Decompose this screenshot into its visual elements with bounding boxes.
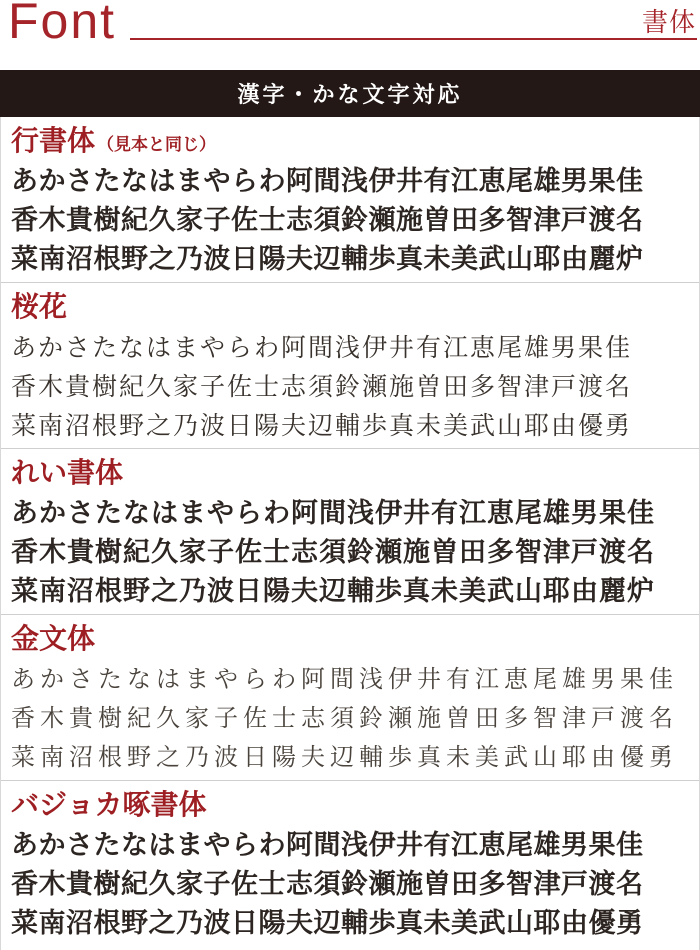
font-section-gyoshotai bbox=[1, 117, 699, 283]
sample-line: 香木貴樹紀久家子佐士志須鈴瀬施曽田多智津戸渡名 bbox=[11, 536, 655, 567]
sample-line: 香木貴樹紀久家子佐士志須鈴瀬施曽田多智津戸渡名 bbox=[11, 371, 633, 401]
font-section-ouka bbox=[1, 283, 699, 449]
font-name: バジョカ啄書体 bbox=[11, 789, 207, 820]
font-sections bbox=[0, 117, 700, 950]
sample-line: あかさたなはまやらわ阿間浅伊井有江恵尾雄男果佳 bbox=[11, 665, 678, 693]
sample-line: あかさたなはまやらわ阿間浅伊井有江恵尾雄男果佳 bbox=[11, 829, 644, 861]
font-name-heading bbox=[11, 292, 695, 323]
font-name-heading bbox=[11, 624, 695, 655]
font-name: 行書体 bbox=[11, 125, 96, 156]
sample-line: 菜南沼根野之乃波日陽夫辺輔歩真未美武山耶由麗炉 bbox=[11, 575, 655, 606]
font-section-reishotai bbox=[1, 449, 699, 615]
font-section-kinbuntai bbox=[1, 615, 699, 781]
sample-line: 菜南沼根野之乃波日陽夫辺輔歩真未美武山耶由優勇 bbox=[11, 743, 678, 771]
font-name: れい書体 bbox=[11, 457, 124, 488]
sample-line: 菜南沼根野之乃波日陽夫辺輔歩真未美武山耶由優勇 bbox=[11, 907, 644, 939]
kanji-support-banner-label: 漢字・かな文字対応 bbox=[237, 82, 463, 107]
font-name-heading bbox=[11, 458, 695, 489]
sample-line: あかさたなはまやらわ阿間浅伊井有江恵尾雄男果佳 bbox=[11, 497, 655, 528]
font-name: 桜花 bbox=[11, 291, 68, 322]
sample-line: あかさたなはまやらわ阿間浅伊井有江恵尾雄男果佳 bbox=[11, 332, 633, 362]
font-name-heading bbox=[11, 790, 695, 821]
font-name-heading bbox=[11, 126, 695, 157]
sample-line: 菜南沼根野之乃波日陽夫辺輔歩真未美武山耶由麗炉 bbox=[11, 243, 644, 275]
sample-line: 香木貴樹紀久家子佐士志須鈴瀬施曽田多智津戸渡名 bbox=[11, 204, 644, 236]
font-name: 金文体 bbox=[11, 623, 96, 654]
kanji-support-banner bbox=[0, 70, 700, 117]
font-section-bajoka bbox=[1, 781, 699, 947]
sample-line: 香木貴樹紀久家子佐士志須鈴瀬施曽田多智津戸渡名 bbox=[11, 868, 644, 900]
page-subtitle: 書体 bbox=[641, 7, 696, 37]
sample-line: 香木貴樹紀久家子佐士志須鈴瀬施曽田多智津戸渡名 bbox=[11, 704, 678, 732]
font-note: （見本と同じ） bbox=[97, 135, 217, 154]
page-header bbox=[0, 0, 700, 70]
sample-line: 菜南沼根野之乃波日陽夫辺輔歩真未美武山耶由優勇 bbox=[11, 410, 633, 440]
page-title: Font bbox=[8, 0, 117, 49]
header-rule bbox=[130, 38, 697, 40]
sample-line: あかさたなはまやらわ阿間浅伊井有江恵尾雄男果佳 bbox=[11, 165, 644, 197]
